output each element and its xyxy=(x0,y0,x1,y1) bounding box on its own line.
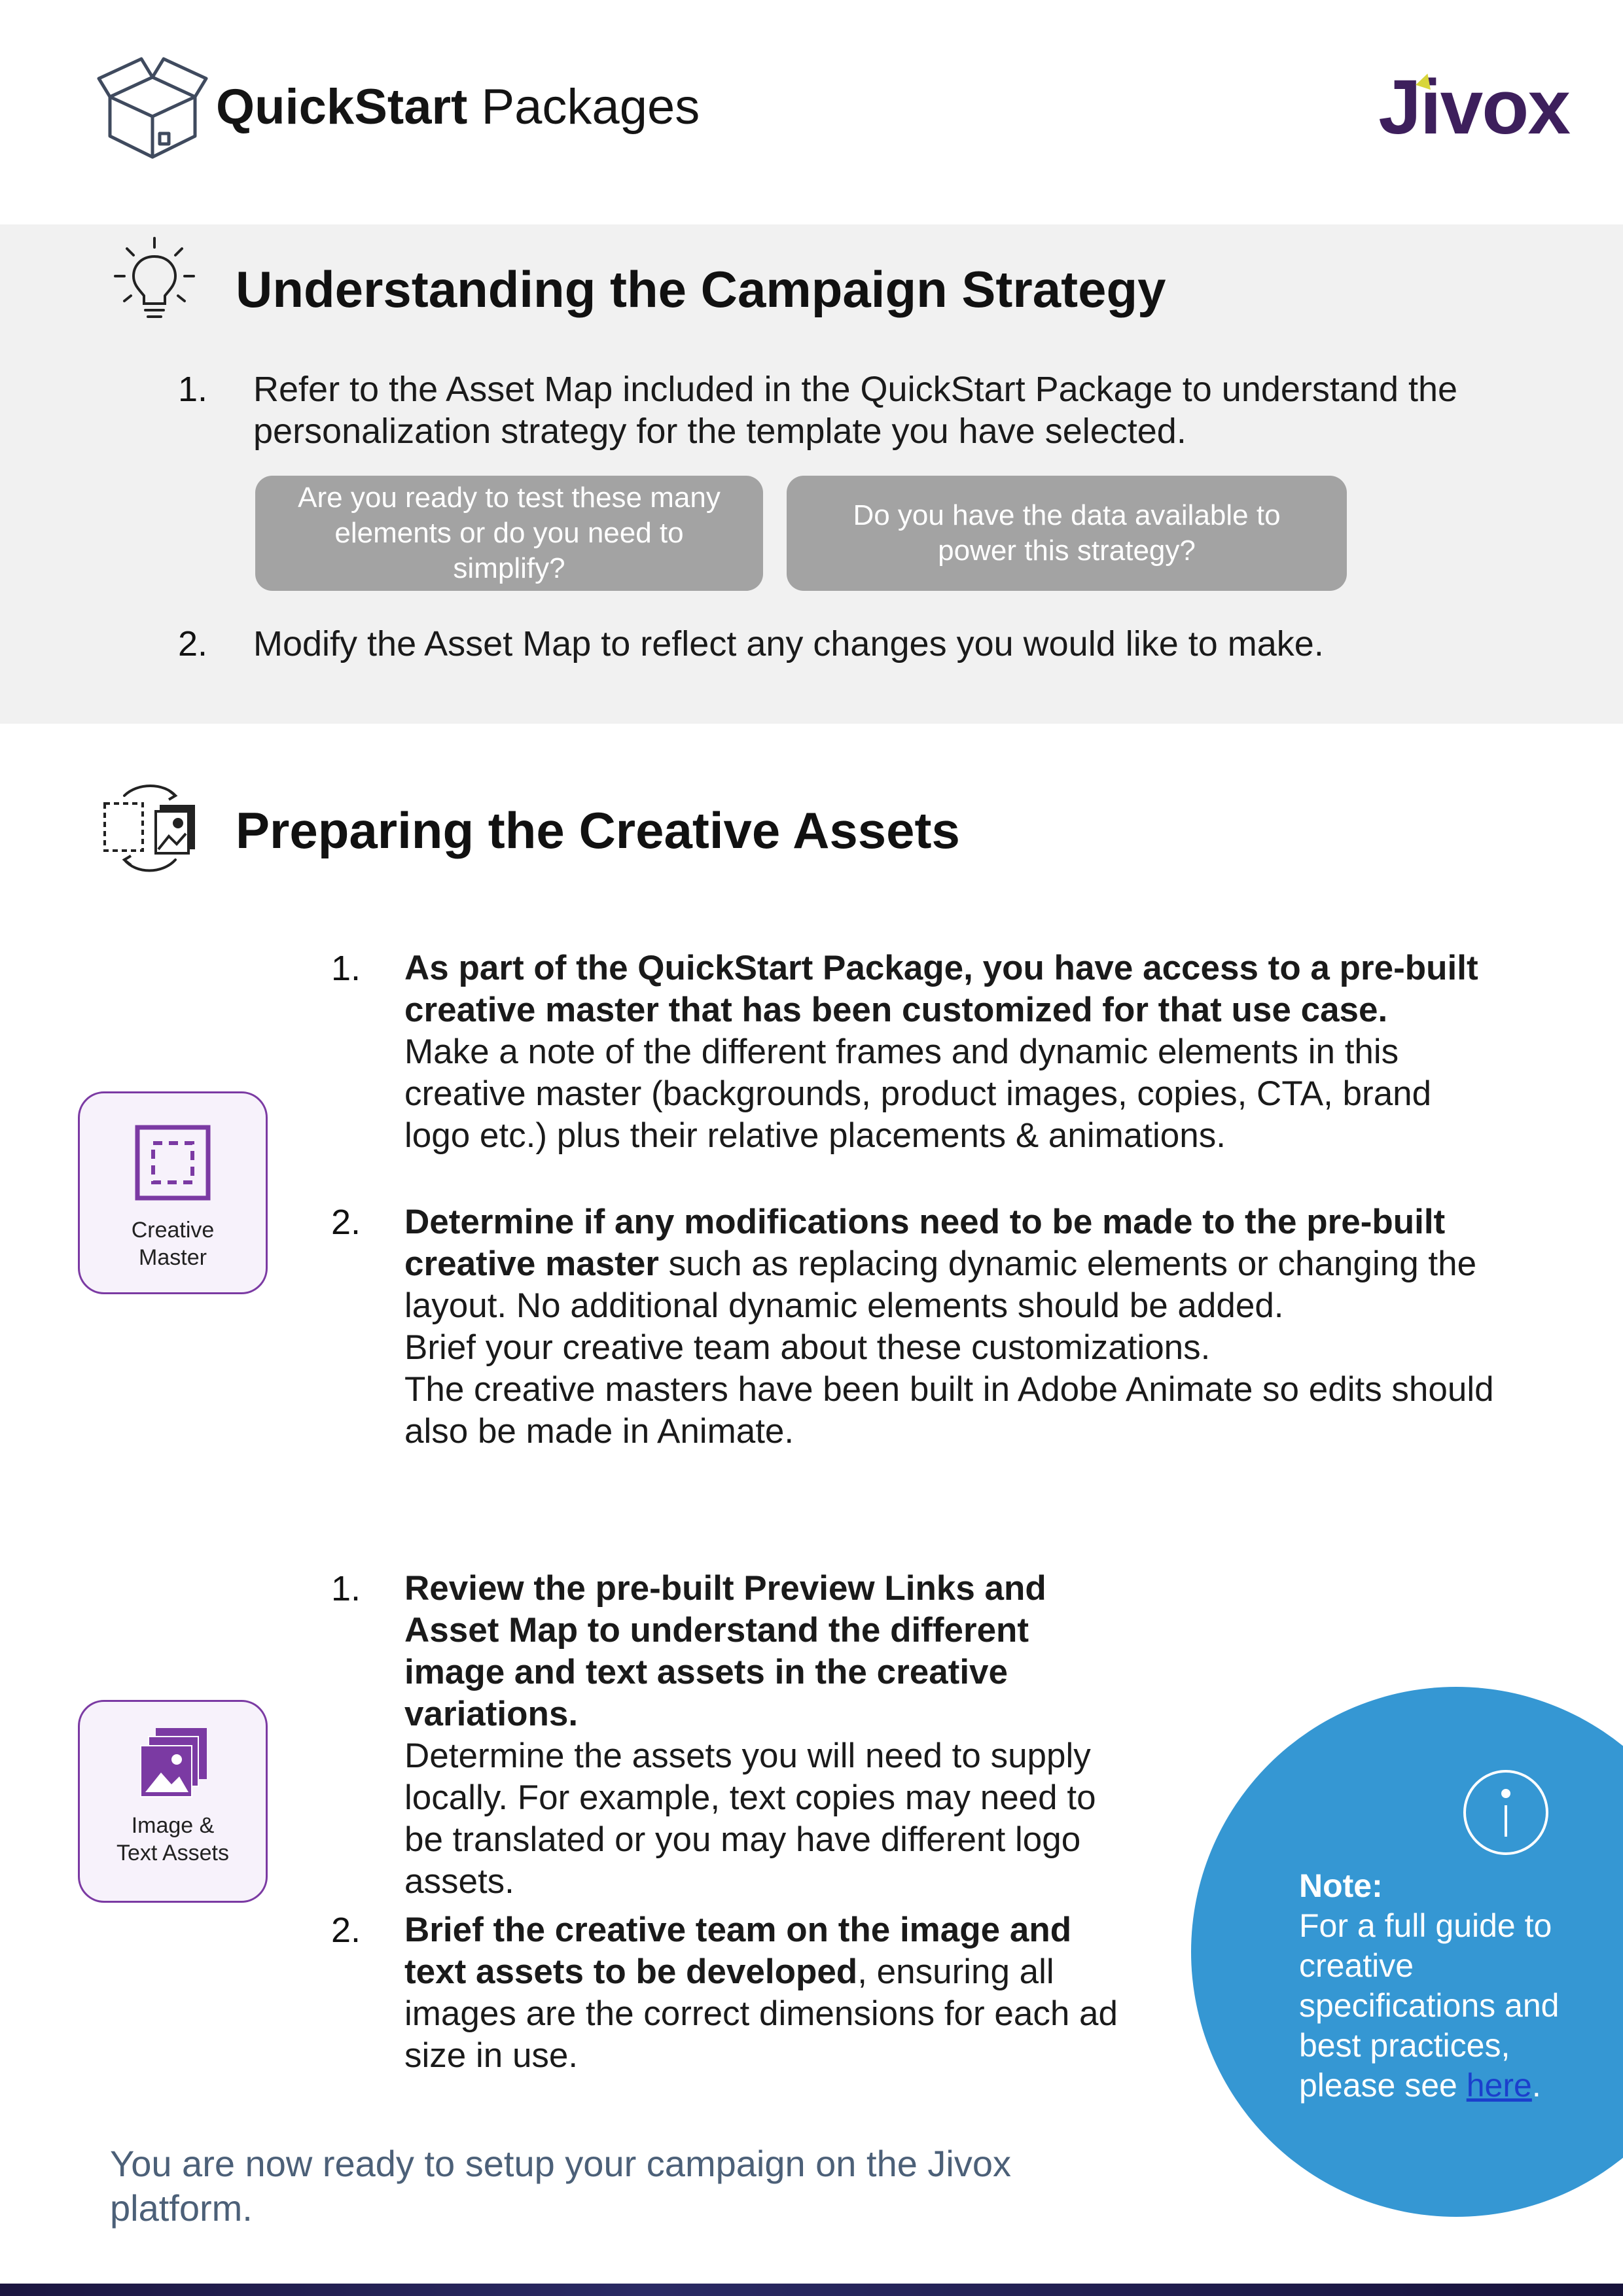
master-item-2-line2: Brief your creative team about these customizations. xyxy=(404,1328,1211,1367)
assets-card-label xyxy=(80,1812,266,1867)
brand-title xyxy=(216,77,700,137)
asset-item-1-text: Determine the assets you will need to supply locally. For example, text copies may need to be translated or you may have different logo assets. xyxy=(404,1737,1096,1901)
question-pill-1 xyxy=(255,476,763,591)
asset-item-2-bold: Brief the creative team on the image and text assets to be developed xyxy=(404,1911,1072,1991)
assets-card-label-line2: Text Assets xyxy=(116,1841,229,1865)
strategy-item-2-text: Modify the Asset Map to reflect any changes you would like to make. xyxy=(253,624,1324,663)
asset-item-2-number: 2. xyxy=(331,1911,361,1950)
creative-master-card xyxy=(78,1091,268,1294)
question-pill-2-text: Do you have the data available to power this strategy? xyxy=(853,499,1281,567)
note-label: Note: xyxy=(1299,1867,1383,1904)
master-item-2-text: such as replacing dynamic elements or changing the layout. No additional dynamic elements should be added. xyxy=(404,1245,1477,1325)
question-pill-2 xyxy=(787,476,1347,591)
jivox-logo xyxy=(1378,64,1569,150)
creative-master-label xyxy=(80,1216,266,1271)
lightbulb-icon xyxy=(111,236,198,327)
strategy-item-1-number: 1. xyxy=(178,370,208,409)
master-item-1 xyxy=(404,947,1504,1157)
creative-assets-icon xyxy=(98,779,203,877)
master-item-2 xyxy=(404,1201,1504,1453)
note-link[interactable]: here xyxy=(1466,2067,1532,2104)
note-end: . xyxy=(1531,2067,1541,2104)
master-item-1-text: Make a note of the different frames and dynamic elements in this creative master (backgrounds, product images, copies, CTA, brand logo etc.) plus their relative placements & animations. xyxy=(404,1033,1432,1155)
brand-light: Packages xyxy=(481,79,700,135)
asset-item-1 xyxy=(404,1568,1137,1903)
box-icon xyxy=(97,51,208,160)
asset-item-2-text: , ensuring all images are the correct dimensions for each ad size in use. xyxy=(404,1952,1118,2075)
footer-strip xyxy=(0,2284,1623,2296)
jivox-logo-text: Jivox xyxy=(1378,64,1569,150)
image-text-assets-card xyxy=(78,1700,268,1903)
asset-item-1-number: 1. xyxy=(331,1569,361,1608)
creative-heading: Preparing the Creative Assets xyxy=(236,802,960,859)
master-item-1-bold: As part of the QuickStart Package, you have access to a pre-built creative master that has been customized for that use case. xyxy=(404,949,1478,1029)
brand-bold: QuickStart xyxy=(216,79,468,135)
asset-item-2 xyxy=(404,1909,1137,2077)
note-text-block xyxy=(1299,1866,1580,2106)
question-pill-1-text: Are you ready to test these many elements or do you need to simplify? xyxy=(298,482,721,584)
master-item-2-bold: Determine if any modifications need to be made to the pre-built creative master xyxy=(404,1203,1446,1283)
closing-statement: You are now ready to setup your campaign on the Jivox platform. xyxy=(110,2143,1012,2229)
master-item-2-line3: The creative masters have been built in Adobe Animate so edits should also be made in Animate. xyxy=(404,1370,1494,1451)
strategy-item-1-text: Refer to the Asset Map included in the QuickStart Package to understand the personalization strategy for the template you have selected. xyxy=(253,370,1458,451)
info-icon xyxy=(1462,1769,1550,1856)
frame-icon xyxy=(135,1125,211,1201)
strategy-heading: Understanding the Campaign Strategy xyxy=(236,260,1166,318)
note-text: For a full guide to creative specifications and best practices, please see xyxy=(1299,1907,1560,2104)
creative-master-label-text: Creative Master xyxy=(131,1218,215,1270)
master-item-2-number: 2. xyxy=(331,1203,361,1242)
strategy-item-2-number: 2. xyxy=(178,624,208,663)
asset-item-1-bold: Review the pre-built Preview Links and Asset Map to understand the different image and text assets in the creative variations. xyxy=(404,1569,1046,1733)
assets-card-label-line1: Image & xyxy=(131,1813,215,1838)
image-stack-icon xyxy=(136,1725,209,1799)
master-item-1-number: 1. xyxy=(331,949,361,988)
